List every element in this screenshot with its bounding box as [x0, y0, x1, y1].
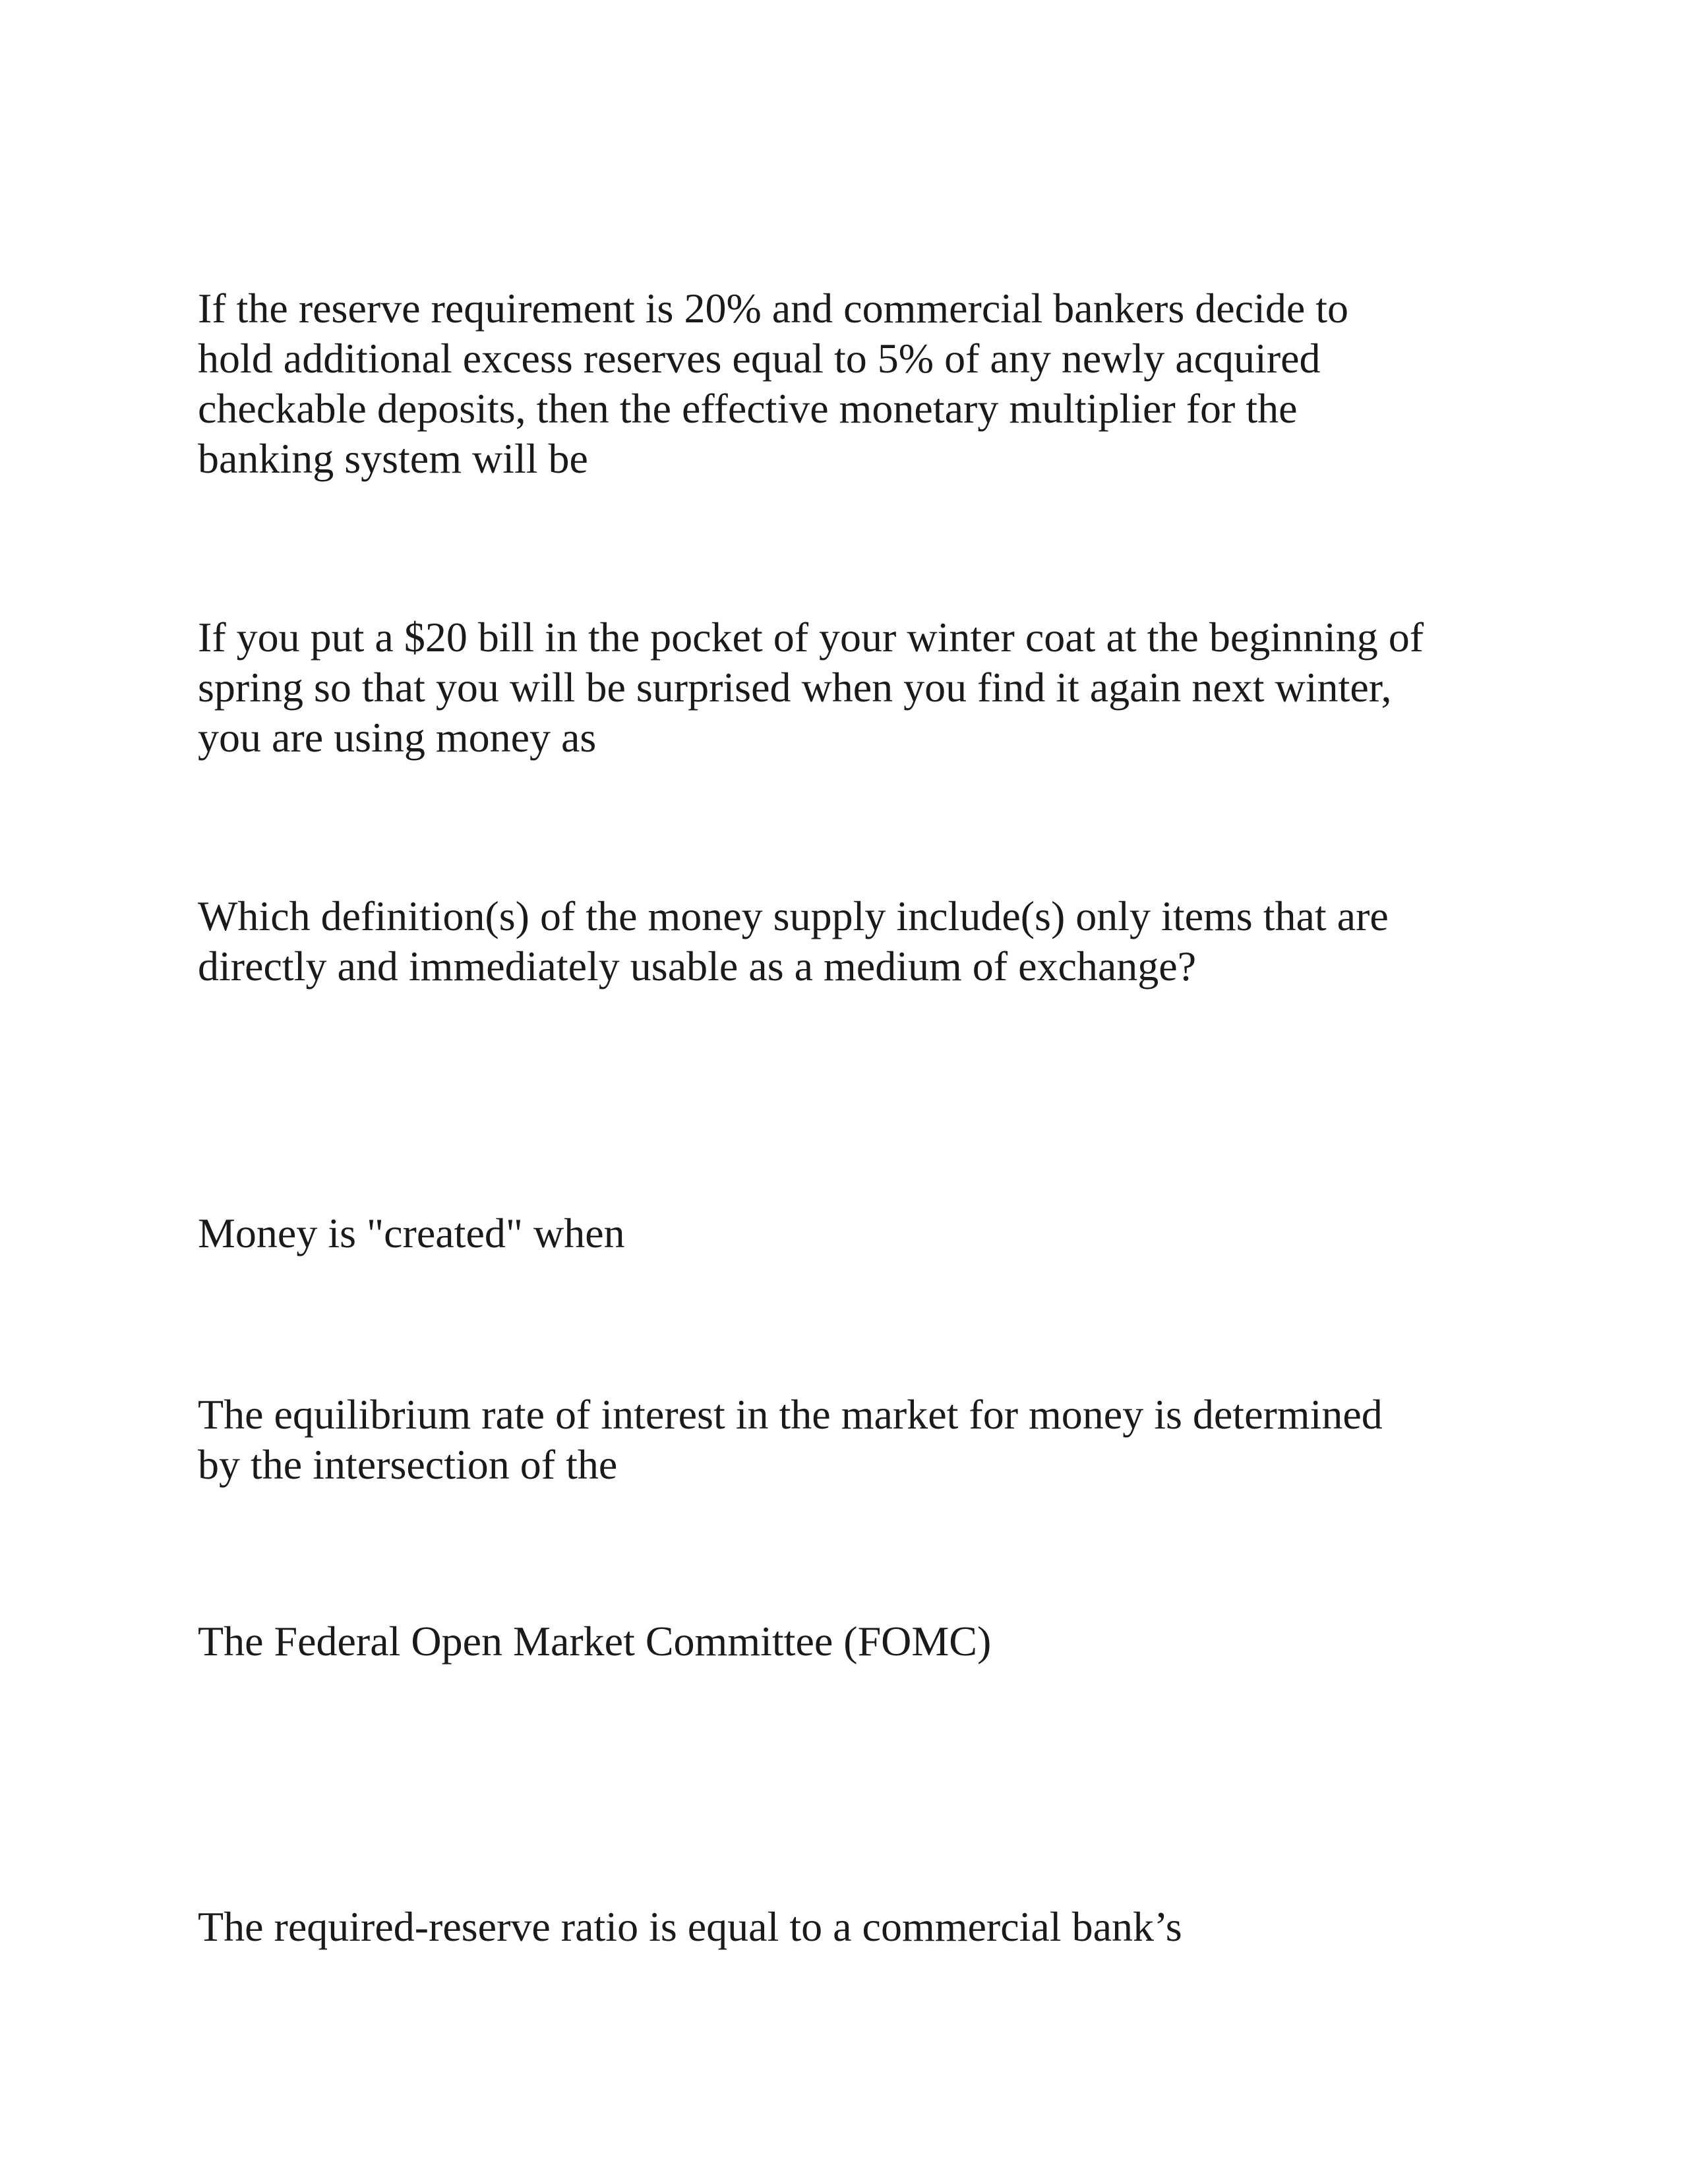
- question-money-created: [198, 1208, 1517, 1258]
- question-line: Which definition(s) of the money supply include(s) only items that are: [198, 893, 1389, 939]
- question-line: If you put a $20 bill in the pocket of your winter coat at the beginning of: [198, 614, 1424, 661]
- question-line: banking system will be: [198, 435, 588, 482]
- question-line: The Federal Open Market Committee (FOMC): [198, 1618, 992, 1665]
- question-line: you are using money as: [198, 714, 597, 761]
- question-money-supply-definition: [198, 891, 1517, 991]
- question-line: The equilibrium rate of interest in the market for money is determined: [198, 1391, 1383, 1438]
- question-line: If the reserve requirement is 20% and commercial bankers decide to: [198, 285, 1349, 332]
- question-reserve-requirement-multiplier: [198, 283, 1517, 484]
- question-line: The required-reserve ratio is equal to a commercial bank’s: [198, 1903, 1182, 1950]
- question-required-reserve-ratio: [198, 1902, 1517, 1952]
- question-line: by the intersection of the: [198, 1441, 618, 1488]
- question-equilibrium-interest-rate: [198, 1390, 1517, 1490]
- question-line: spring so that you will be surprised when you find it again next winter,: [198, 664, 1392, 711]
- question-store-of-value: [198, 612, 1517, 763]
- question-line: directly and immediately usable as a medium of exchange?: [198, 943, 1197, 989]
- question-line: hold additional excess reserves equal to 5% of any newly acquired: [198, 335, 1321, 382]
- question-line: checkable deposits, then the effective monetary multiplier for the: [198, 385, 1298, 432]
- question-fomc: [198, 1616, 1517, 1667]
- question-line: Money is "created" when: [198, 1210, 625, 1256]
